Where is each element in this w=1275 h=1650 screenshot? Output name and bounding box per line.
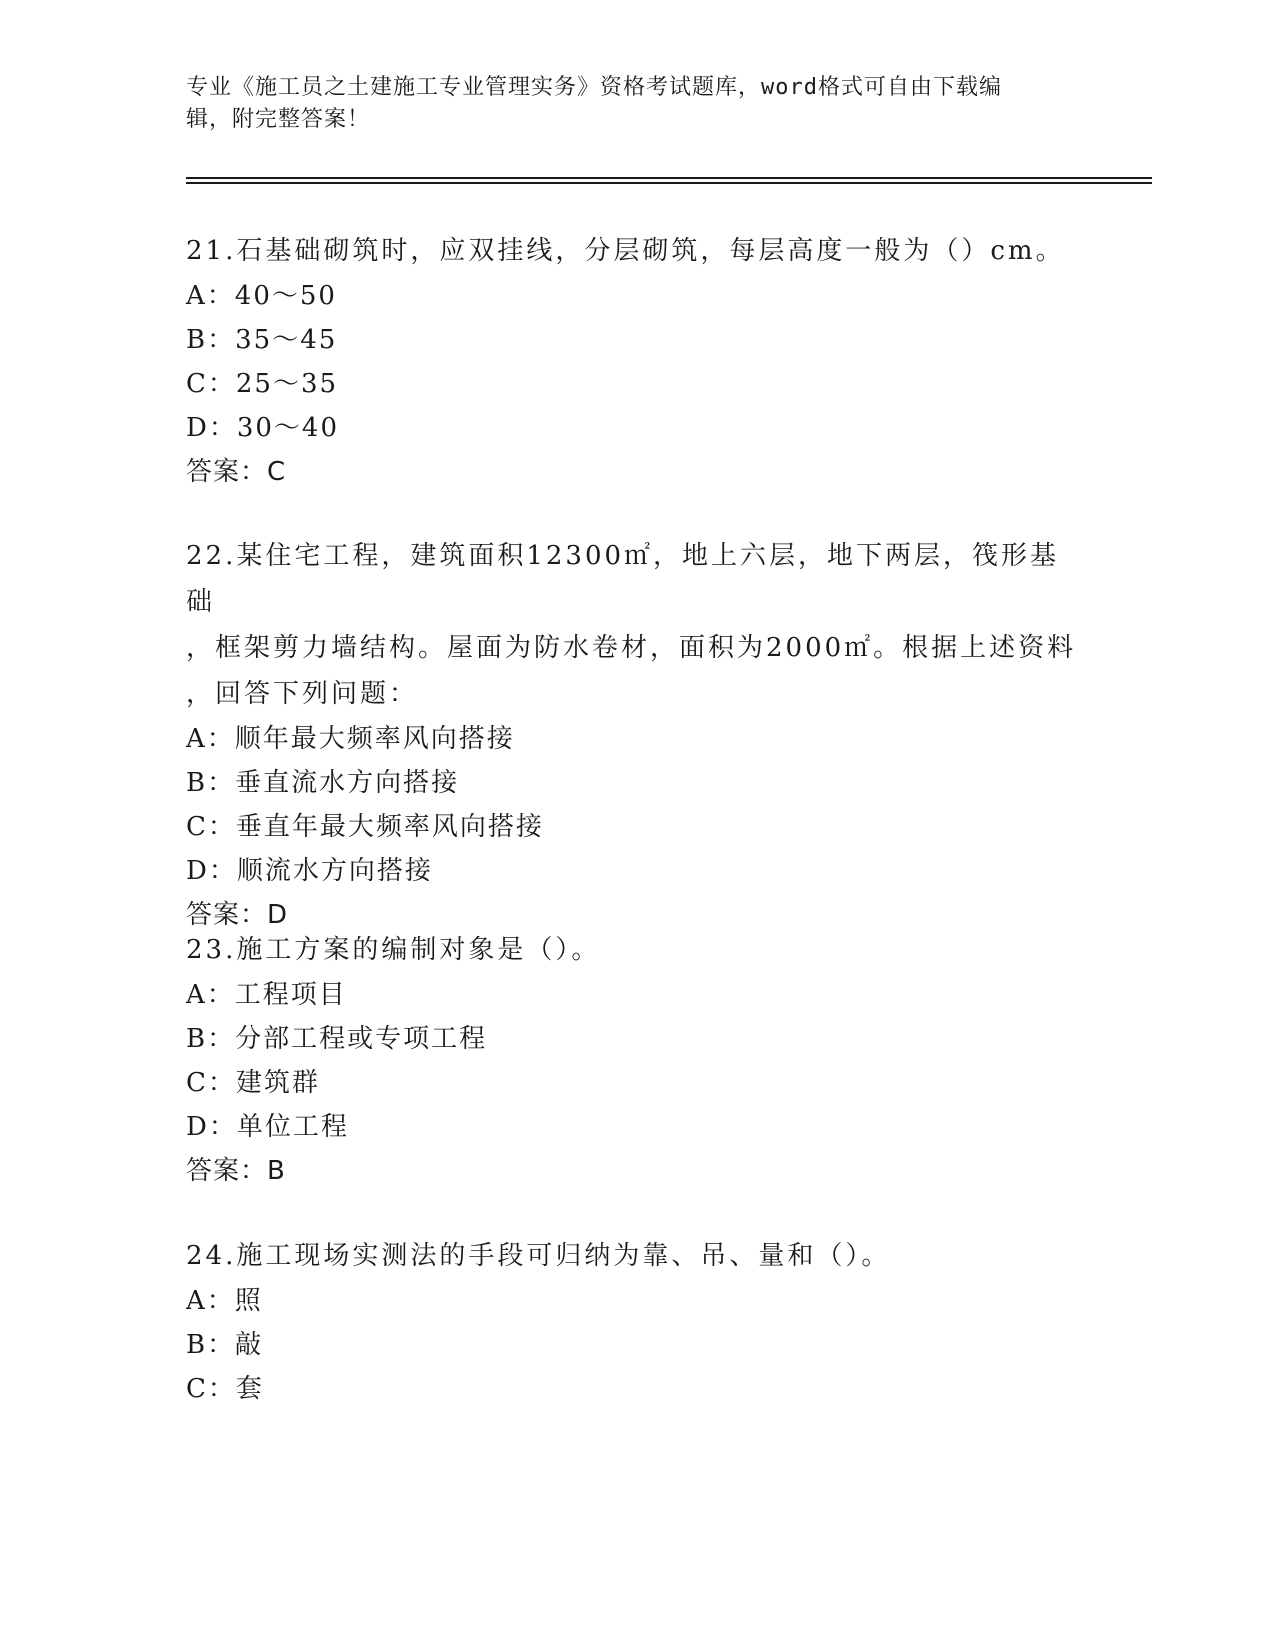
header-line-1: 专业《施工员之土建施工专业管理实务》资格考试题库，word格式可自由下载编 — [186, 75, 1002, 100]
answer-label: 答案：C — [186, 457, 287, 487]
question-stem-line-3: ，回答下列问题： — [186, 679, 419, 709]
option-b: B：垂直流水方向搭接 — [186, 768, 460, 798]
answer-label: 答案：D — [186, 900, 289, 930]
option-d: D：30～40 — [186, 413, 340, 443]
option-a: A：40～50 — [186, 281, 337, 311]
question-22 — [186, 533, 1086, 937]
header-line-2: 辑，附完整答案！ — [186, 107, 371, 132]
option-d: D：单位工程 — [186, 1112, 349, 1142]
option-b: B：分部工程或专项工程 — [186, 1024, 488, 1054]
question-24 — [186, 1233, 1086, 1411]
option-d: D：顺流水方向搭接 — [186, 856, 433, 886]
option-b: B：敲 — [186, 1330, 264, 1360]
answer-label: 答案：B — [186, 1156, 286, 1186]
option-b: B：35～45 — [186, 325, 338, 355]
option-a: A：顺年最大频率风向搭接 — [186, 724, 515, 754]
header-divider-top — [186, 177, 1152, 179]
question-stem: 23.施工方案的编制对象是（）。 — [186, 935, 601, 965]
header-divider-bottom — [186, 182, 1152, 184]
option-c: C：垂直年最大频率风向搭接 — [186, 812, 544, 842]
question-stem-line-2: ，框架剪力墙结构。屋面为防水卷材，面积为2000㎡。根据上述资料 — [186, 633, 1077, 663]
question-23 — [186, 927, 1086, 1193]
option-c: C：25～35 — [186, 369, 339, 399]
option-c: C：套 — [186, 1374, 264, 1404]
option-a: A：工程项目 — [186, 980, 347, 1010]
option-a: A：照 — [186, 1286, 263, 1316]
question-stem: 21.石基础砌筑时，应双挂线，分层砌筑，每层高度一般为（）cm。 — [186, 236, 1065, 266]
question-21 — [186, 228, 1086, 494]
document-header — [186, 72, 1066, 136]
option-c: C：建筑群 — [186, 1068, 320, 1098]
question-stem-line-1: 22.某住宅工程，建筑面积12300㎡，地上六层，地下两层，筏形基础 — [186, 541, 1060, 617]
question-stem: 24.施工现场实测法的手段可归纳为靠、吊、量和（）。 — [186, 1241, 891, 1271]
